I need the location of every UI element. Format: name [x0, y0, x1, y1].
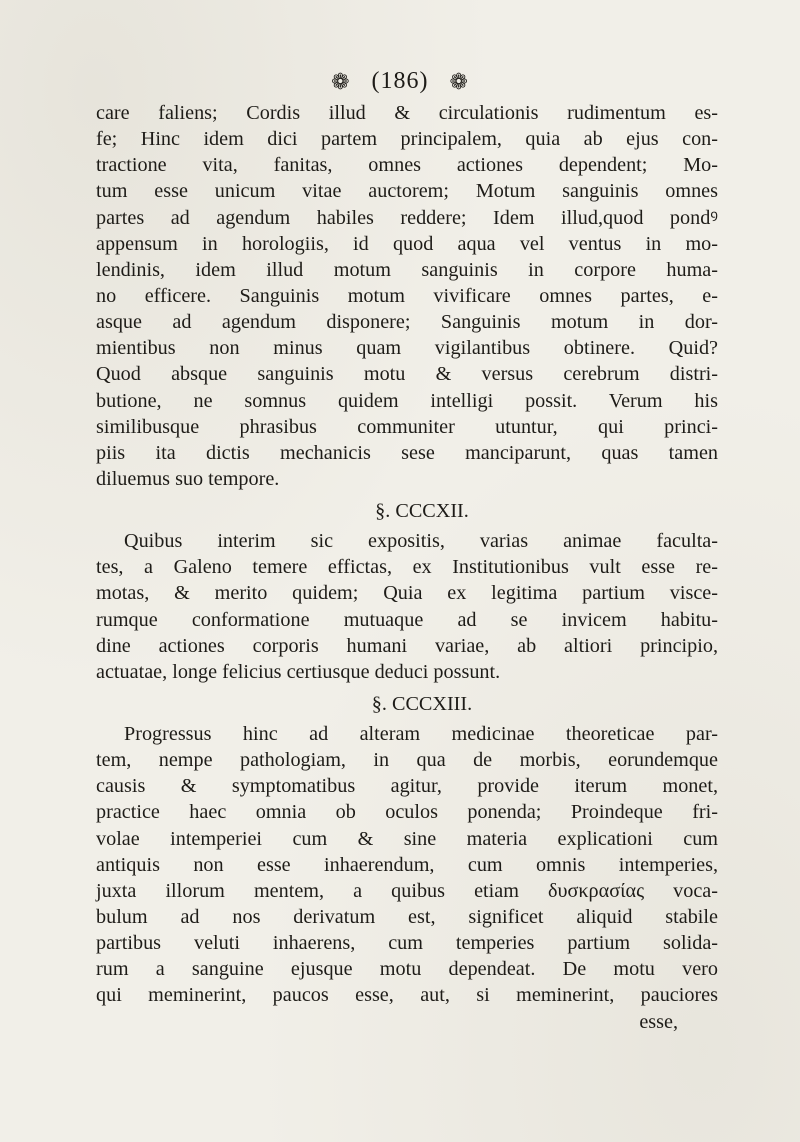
text-line: tractione vita, fanitas, omnes actiones dependent; Mo-: [96, 154, 718, 177]
paragraph-3: [96, 721, 718, 1009]
text-line: dine actiones corporis humani variae, ab altiori principio,: [96, 634, 718, 657]
text-line: tum esse unicum vitae auctorem; Motum sanguinis omnes: [96, 180, 718, 203]
text-line: juxta illorum mentem, a quibus etiam δυσκρασίας voca-: [96, 879, 718, 902]
text-line: asque ad agendum disponere; Sanguinis motum in dor-: [96, 311, 718, 334]
page-header: [0, 68, 800, 95]
ornament-right-icon: ❁: [449, 69, 469, 95]
text-line: no efficere. Sanguinis motum vivificare omnes partes, e-: [96, 284, 718, 307]
text-line: bulum ad nos derivatum est, significet aliquid stabile: [96, 905, 718, 928]
text-line: antiquis non esse inhaerendum, cum omnis intemperies,: [96, 853, 718, 876]
text-line: tem, nempe pathologiam, in qua de morbis, eorundemque: [96, 749, 718, 772]
text-line: appensum in horologiis, id quod aqua vel ventus in mo-: [96, 232, 718, 255]
text-line: fe; Hinc idem dici partem principalem, quia ab ejus con-: [96, 128, 718, 151]
text-line: practice haec omnia ob oculos ponenda; Proindeque fri-: [96, 801, 718, 824]
catchword: esse,: [639, 1010, 678, 1033]
text-line: motas, & merito quidem; Quia ex legitima partium visce-: [96, 582, 718, 605]
text-line: Progressus hinc ad alteram medicinae theoreticae par-: [124, 722, 718, 745]
text-line: similibusque phrasibus communiter utuntur, qui princi-: [96, 415, 718, 438]
text-line: care faliens; Cordis illud & circulationis rudimentum es-: [96, 102, 718, 124]
text-line: lendinis, idem illud motum sanguinis in corpore huma-: [96, 258, 718, 281]
page-number: (186): [371, 68, 429, 94]
text-line: Quod absque sanguinis motu & versus cerebrum distri-: [96, 363, 718, 386]
text-line: Quibus interim sic expositis, varias animae faculta-: [124, 530, 718, 553]
text-line: mientibus non minus quam vigilantibus obtinere. Quid?: [96, 337, 718, 360]
text-line: causis & symptomatibus agitur, provide iterum monet,: [96, 775, 718, 798]
text-line: actuatae, longe felicius certiusque deduci possunt.: [96, 660, 501, 683]
text-line: rumque conformatione mutuaque ad se invicem habitu-: [96, 608, 718, 631]
text-line: volae intemperiei cum & sine materia explicationi cum: [96, 827, 718, 850]
text-line: diluemus suo tempore.: [96, 467, 280, 490]
text-line: piis ita dictis mechanicis sese manciparunt, quas tamen: [96, 441, 718, 464]
body-text: [96, 100, 718, 1035]
text-line: partibus veluti inhaerens, cum temperies partium solida-: [96, 932, 718, 955]
text-line: tes, a Galeno temere effictas, ex Institutionibus vult esse re-: [96, 556, 718, 579]
text-line: butione, ne somnus quidem intelligi possit. Verum his: [96, 389, 718, 412]
section-heading: §. CCCXII.: [375, 500, 469, 523]
section-heading: §. CCCXIII.: [371, 692, 473, 715]
text-line: rum a sanguine ejusque motu dependeat. De motu vero: [96, 958, 718, 981]
paragraph-1: [96, 100, 718, 492]
text-line: partes ad agendum habiles reddere; Idem illud,quod pondꝰ: [96, 206, 718, 229]
ornament-left-icon: ❁: [331, 69, 351, 95]
text-line: qui meminerint, paucos esse, aut, si meminerint, pauciores: [96, 984, 718, 1007]
paragraph-2: [96, 528, 718, 685]
